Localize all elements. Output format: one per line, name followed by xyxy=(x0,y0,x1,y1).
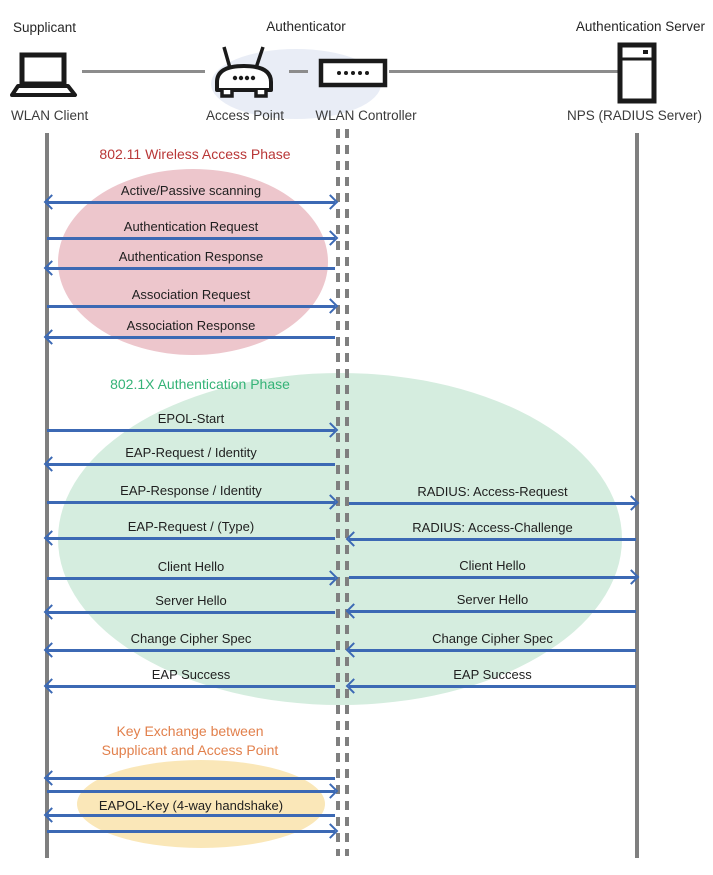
wlan-authentication-sequence-diagram: Supplicant Authenticator Authentication Server WLAN Client Access Point WLAN Controller NPS (RADIUS Server) 802.11 Wireless Access Phase 802.1X Authentication Phase Key Exchange between Supplicant and Access Point Active/Passive scanning Authentication Request Authentication Response Association Request Association Response EPOL-Start EAP-Request / Identity EAP-Response / Identity EAP-Request / (Type) Client Hello Server Hello Change Cipher Spec EAP Success EAPOL-Key (4-way handshake) RADIUS: Access-Request RADIUS: Access-Challenge Client Hello Server Hello Change Cipher Spec EAP Success xyxy=(0,0,713,875)
arrow-left xyxy=(47,611,335,614)
node-label-wlan-client: WLAN Client xyxy=(11,108,89,123)
arrow-left xyxy=(47,814,335,817)
node-connector-dash xyxy=(289,70,308,73)
phase2-title: 802.1X Authentication Phase xyxy=(110,376,290,392)
arrow-left xyxy=(47,685,335,688)
arrow-left xyxy=(47,463,335,466)
arrow-right xyxy=(47,790,335,793)
wlan-controller-icon xyxy=(318,58,388,88)
arrow-right xyxy=(47,305,335,308)
role-label-authenticator: Authenticator xyxy=(266,19,346,34)
phase3-title xyxy=(80,722,300,760)
node-label-access-point: Access Point xyxy=(205,108,285,123)
phase3-title-line1: Key Exchange between xyxy=(116,723,264,739)
arrow-left xyxy=(349,649,636,652)
role-label-supplicant: Supplicant xyxy=(13,20,77,35)
arrow-left xyxy=(47,537,335,540)
arrow-right xyxy=(349,502,636,505)
arrow-left xyxy=(349,538,636,541)
node-connector-left xyxy=(82,70,205,73)
arrow-left xyxy=(349,610,636,613)
arrow-right xyxy=(47,830,335,833)
phase3-title-line2: Supplicant and Access Point xyxy=(101,742,279,758)
server-icon xyxy=(616,42,658,104)
role-label-authentication-server: Authentication Server xyxy=(575,19,705,34)
node-label-wlan-controller: WLAN Controller xyxy=(315,108,417,123)
arrow-left xyxy=(47,649,335,652)
arrow-left xyxy=(47,336,335,339)
arrow-right xyxy=(47,577,335,580)
arrow-right xyxy=(349,576,636,579)
node-label-nps-radius-server: NPS (RADIUS Server) xyxy=(566,108,703,123)
arrow-right xyxy=(47,501,335,504)
access-point-icon xyxy=(208,44,280,100)
arrow-left xyxy=(47,777,335,780)
arrow-right xyxy=(47,429,335,432)
arrow-left xyxy=(47,267,335,270)
arrow-left xyxy=(349,685,636,688)
phase1-title: 802.11 Wireless Access Phase xyxy=(99,146,291,162)
laptop-icon xyxy=(10,52,78,98)
node-connector-right xyxy=(389,70,618,73)
arrow-bidirectional xyxy=(47,201,335,204)
arrow-right xyxy=(47,237,335,240)
